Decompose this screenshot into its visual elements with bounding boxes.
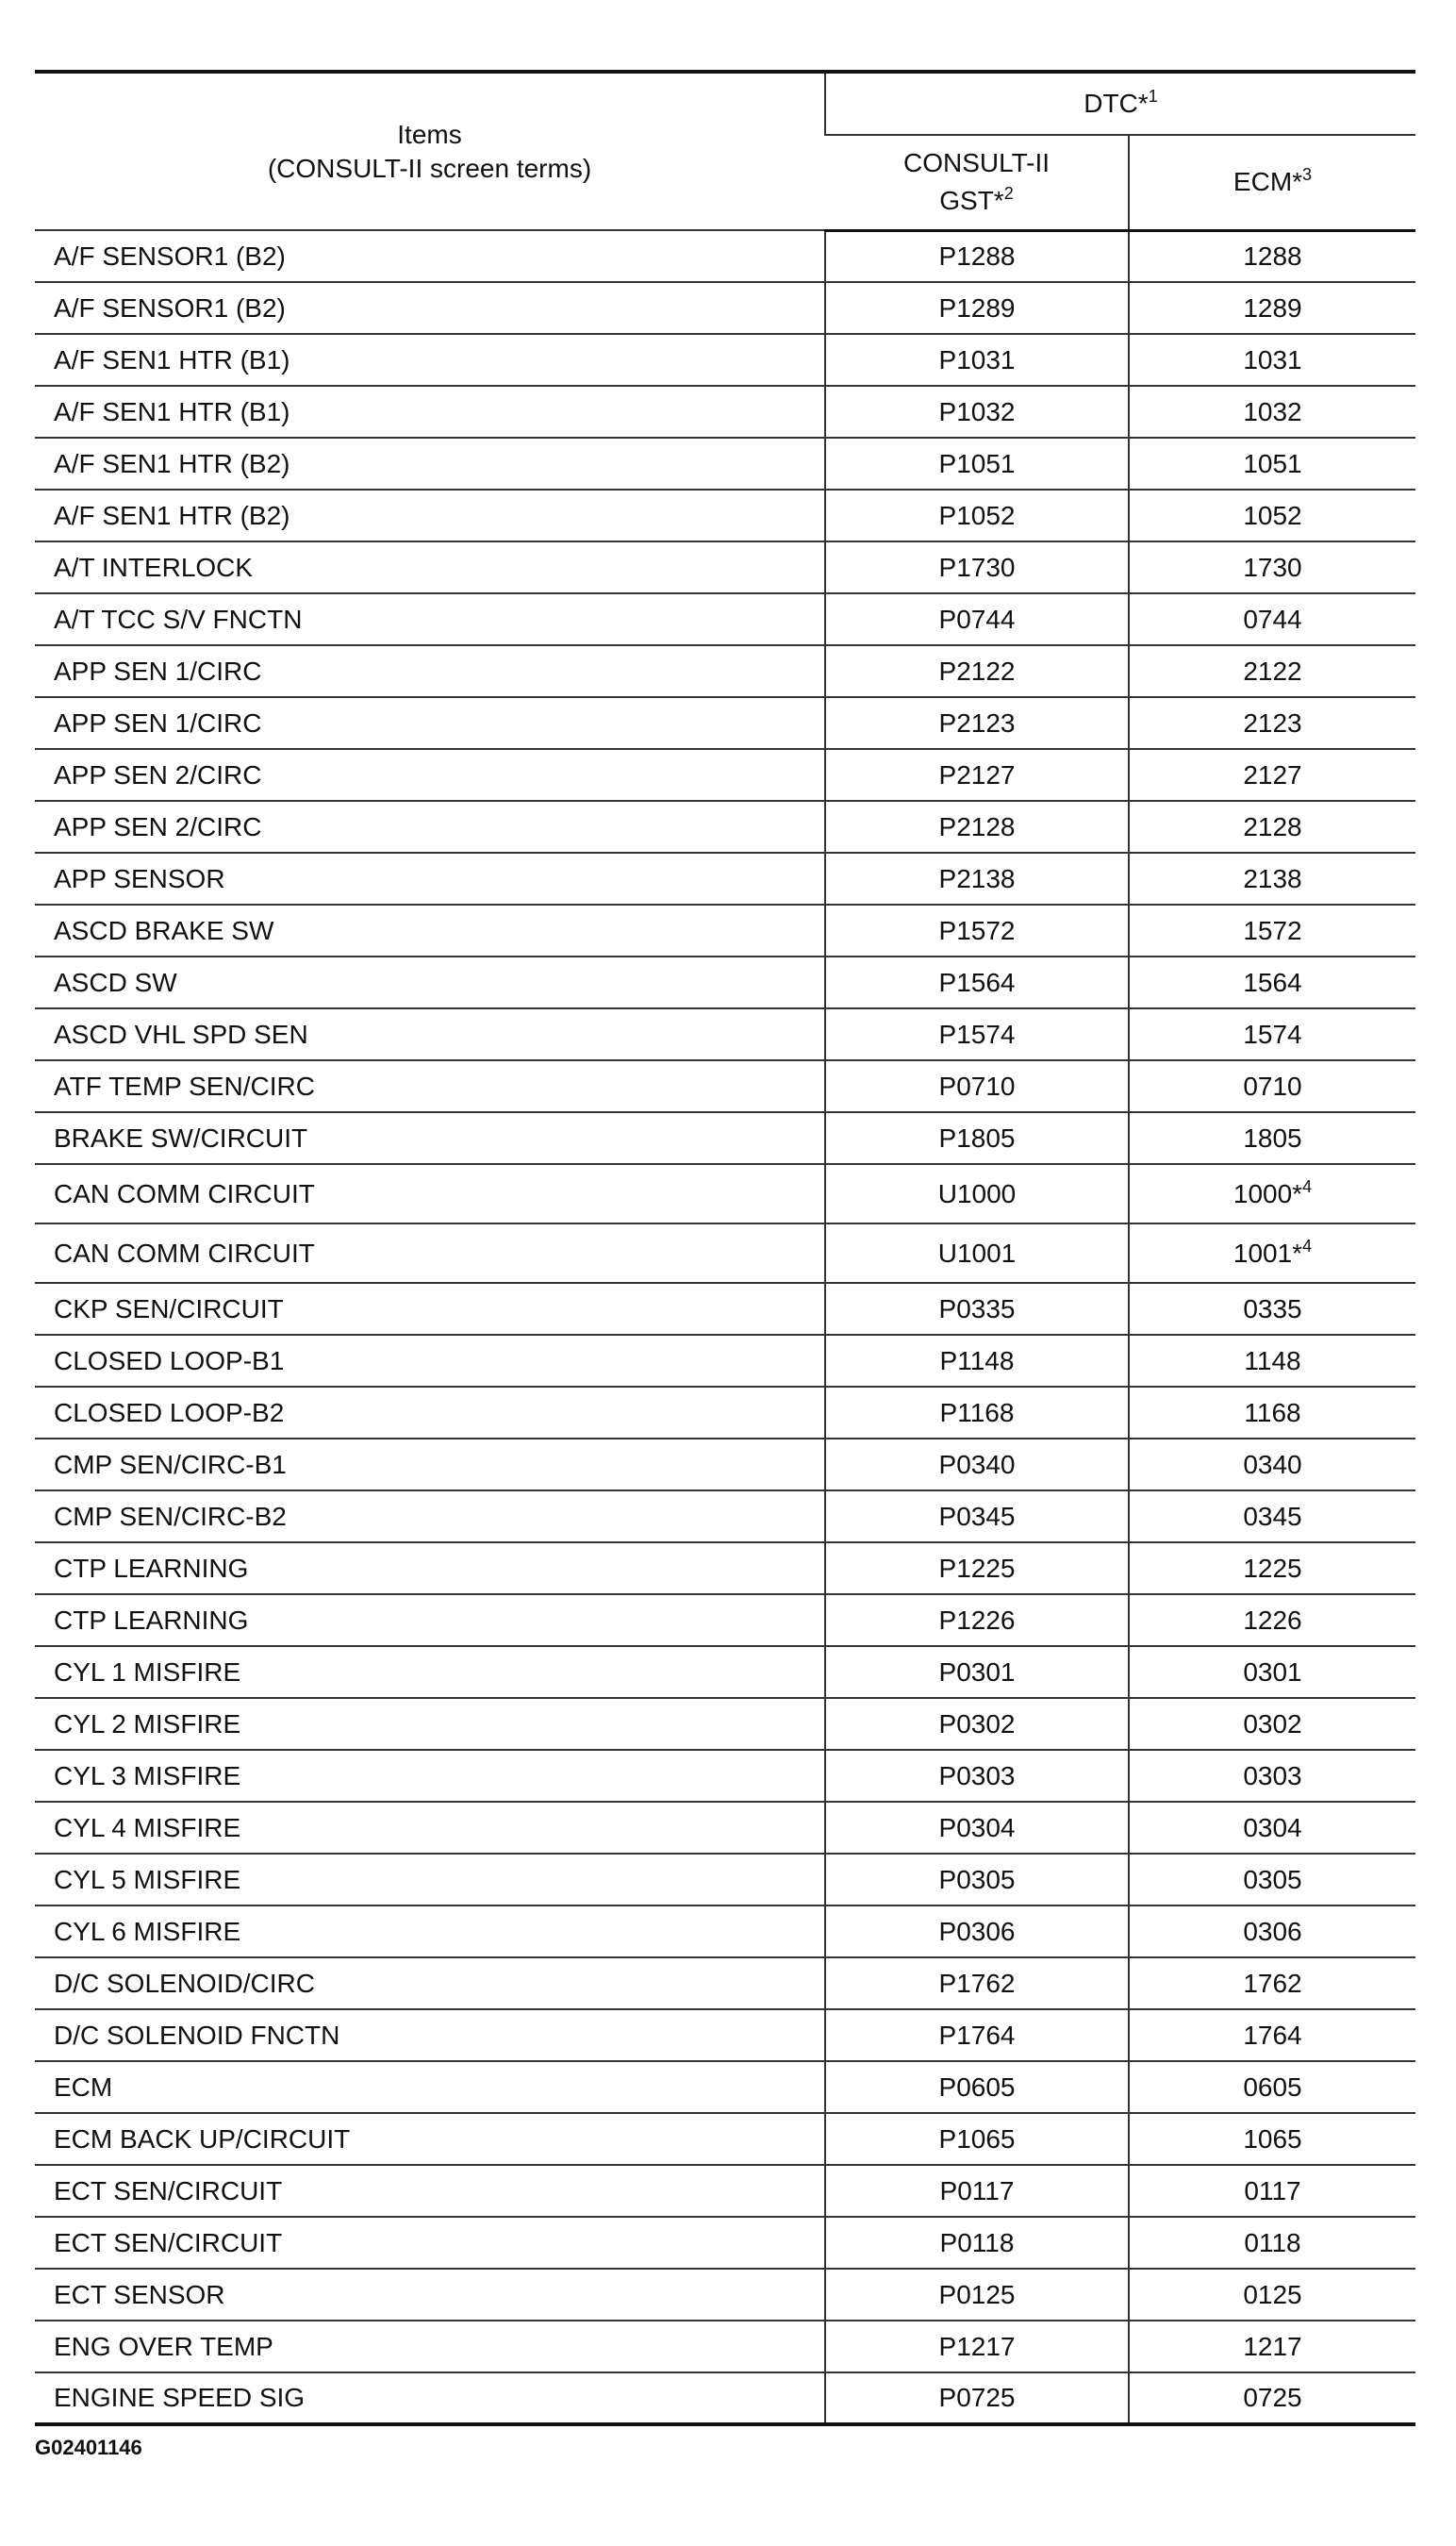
consult-code-cell: U1001 <box>825 1223 1129 1283</box>
ecm-code: 0302 <box>1243 1708 1302 1739</box>
table-row <box>35 1283 1415 1335</box>
ecm-code: 1148 <box>1244 1345 1301 1375</box>
table-row <box>35 957 1415 1008</box>
ecm-code: 1001* <box>1233 1238 1303 1268</box>
ecm-code: 1805 <box>1243 1123 1302 1153</box>
ecm-code: 0605 <box>1243 2072 1302 2102</box>
table-header <box>35 72 1415 230</box>
ecm-code: 1289 <box>1243 292 1302 323</box>
ecm-code-cell <box>1129 1490 1415 1542</box>
ecm-code: 2127 <box>1243 759 1302 790</box>
consult-code-cell: P1730 <box>825 541 1129 593</box>
item-cell: BRAKE SW/CIRCUIT <box>35 1112 825 1164</box>
item-cell: CYL 4 MISFIRE <box>35 1802 825 1854</box>
dtc-table <box>35 70 1415 2426</box>
consult-code-cell: P2123 <box>825 697 1129 749</box>
ecm-code-cell <box>1129 438 1415 490</box>
item-cell: ECT SEN/CIRCUIT <box>35 2217 825 2269</box>
item-cell: A/F SEN1 HTR (B2) <box>35 438 825 490</box>
ecm-code-cell <box>1129 1594 1415 1646</box>
table-row <box>35 1594 1415 1646</box>
consult-code-cell: P1032 <box>825 386 1129 438</box>
item-cell: APP SEN 1/CIRC <box>35 697 825 749</box>
table-row <box>35 282 1415 334</box>
consult-header-line1: CONSULT-II <box>902 148 1051 178</box>
table-row <box>35 1802 1415 1854</box>
table-body <box>35 230 1415 2424</box>
ecm-code: 0725 <box>1243 2383 1302 2412</box>
consult-code-cell: P1225 <box>825 1542 1129 1594</box>
item-cell: CYL 2 MISFIRE <box>35 1698 825 1750</box>
items-column-header <box>35 72 825 230</box>
item-cell: APP SEN 2/CIRC <box>35 749 825 801</box>
ecm-code-cell <box>1129 1283 1415 1335</box>
table-row <box>35 853 1415 905</box>
ecm-code: 0118 <box>1244 2227 1301 2257</box>
ecm-header-label: ECM* <box>1233 167 1303 197</box>
consult-header-line2: GST* <box>939 186 1004 216</box>
item-cell: CMP SEN/CIRC-B2 <box>35 1490 825 1542</box>
ecm-code-cell <box>1129 1112 1415 1164</box>
ecm-code-cell <box>1129 957 1415 1008</box>
consult-code-cell: P1217 <box>825 2321 1129 2372</box>
ecm-code-cell <box>1129 2165 1415 2217</box>
ecm-code: 1730 <box>1243 552 1302 582</box>
item-cell: ECM BACK UP/CIRCUIT <box>35 2113 825 2165</box>
item-cell: ATF TEMP SEN/CIRC <box>35 1060 825 1112</box>
table-row <box>35 1439 1415 1490</box>
item-cell: CLOSED LOOP-B1 <box>35 1335 825 1387</box>
dtc-header-label: DTC* <box>1084 89 1149 119</box>
item-cell: A/F SEN1 HTR (B2) <box>35 490 825 541</box>
ecm-code: 1032 <box>1243 396 1302 426</box>
ecm-code: 1031 <box>1243 344 1302 374</box>
table-row <box>35 593 1415 645</box>
ecm-code: 1574 <box>1243 1019 1302 1049</box>
item-cell: A/F SEN1 HTR (B1) <box>35 334 825 386</box>
ecm-code: 1572 <box>1243 915 1302 945</box>
ecm-code: 1288 <box>1243 241 1302 271</box>
consult-code-cell: P1168 <box>825 1387 1129 1439</box>
table-row <box>35 2165 1415 2217</box>
item-cell: D/C SOLENOID/CIRC <box>35 1957 825 2009</box>
table-row <box>35 1542 1415 1594</box>
ecm-code-cell <box>1129 697 1415 749</box>
ecm-code-cell <box>1129 490 1415 541</box>
item-cell: ENGINE SPEED SIG <box>35 2372 825 2424</box>
consult-footnote-ref: 2 <box>1003 184 1014 204</box>
dtc-footnote-ref: 1 <box>1148 87 1158 107</box>
ecm-code: 0744 <box>1243 604 1302 634</box>
ecm-code-cell <box>1129 1439 1415 1490</box>
item-cell: CYL 1 MISFIRE <box>35 1646 825 1698</box>
consult-code-cell: U1000 <box>825 1164 1129 1223</box>
ecm-code: 1052 <box>1243 500 1302 530</box>
ecm-code: 0125 <box>1243 2279 1302 2309</box>
table-row <box>35 749 1415 801</box>
ecm-code: 0335 <box>1243 1293 1302 1323</box>
ecm-code-cell <box>1129 593 1415 645</box>
ecm-code-cell <box>1129 1060 1415 1112</box>
ecm-code-cell <box>1129 2009 1415 2061</box>
table-row <box>35 905 1415 957</box>
item-cell: ASCD VHL SPD SEN <box>35 1008 825 1060</box>
item-cell: A/T INTERLOCK <box>35 541 825 593</box>
ecm-code-cell <box>1129 541 1415 593</box>
consult-code-cell: P0305 <box>825 1854 1129 1905</box>
table-row <box>35 801 1415 853</box>
item-cell: ENG OVER TEMP <box>35 2321 825 2372</box>
ecm-code-cell <box>1129 801 1415 853</box>
ecm-code: 1051 <box>1243 448 1302 478</box>
table-row <box>35 438 1415 490</box>
table-row <box>35 1335 1415 1387</box>
ecm-code: 0301 <box>1243 1656 1302 1687</box>
consult-code-cell: P1289 <box>825 282 1129 334</box>
figure-id: G02401146 <box>35 2436 142 2459</box>
ecm-code-cell <box>1129 2321 1415 2372</box>
ecm-code-cell <box>1129 1905 1415 1957</box>
ecm-code-cell <box>1129 749 1415 801</box>
consult-code-cell: P0605 <box>825 2061 1129 2113</box>
ecm-code-cell <box>1129 1957 1415 2009</box>
ecm-code-cell <box>1129 1335 1415 1387</box>
table-row <box>35 1750 1415 1802</box>
ecm-code: 2138 <box>1243 863 1302 893</box>
consult-code-cell: P1148 <box>825 1335 1129 1387</box>
ecm-code: 2122 <box>1243 656 1302 686</box>
consult-code-cell: P0725 <box>825 2372 1129 2424</box>
ecm-footnote-ref: 3 <box>1302 165 1313 185</box>
ecm-code: 0340 <box>1243 1449 1302 1479</box>
consult-code-cell: P0744 <box>825 593 1129 645</box>
ecm-code-cell <box>1129 1223 1415 1283</box>
consult-code-cell: P2127 <box>825 749 1129 801</box>
table-row <box>35 1854 1415 1905</box>
table-row <box>35 1490 1415 1542</box>
table-row <box>35 541 1415 593</box>
consult-code-cell: P0306 <box>825 1905 1129 1957</box>
ecm-code-cell <box>1129 1802 1415 1854</box>
consult-code-cell: P1288 <box>825 230 1129 282</box>
item-cell: ECT SENSOR <box>35 2269 825 2321</box>
item-cell: CLOSED LOOP-B2 <box>35 1387 825 1439</box>
table-row <box>35 697 1415 749</box>
item-cell: CYL 3 MISFIRE <box>35 1750 825 1802</box>
table-row <box>35 1387 1415 1439</box>
ecm-code: 1762 <box>1243 1968 1302 1998</box>
ecm-code-footnote-ref: 4 <box>1302 1176 1313 1196</box>
consult-code-cell: P0125 <box>825 2269 1129 2321</box>
item-cell: A/F SEN1 HTR (B1) <box>35 386 825 438</box>
dtc-document <box>35 70 1415 2426</box>
consult-code-cell: P0303 <box>825 1750 1129 1802</box>
consult-code-cell: P1051 <box>825 438 1129 490</box>
ecm-code: 2123 <box>1243 707 1302 738</box>
consult-code-cell: P1574 <box>825 1008 1129 1060</box>
ecm-code-cell <box>1129 230 1415 282</box>
table-row <box>35 645 1415 697</box>
ecm-code: 0304 <box>1243 1812 1302 1842</box>
ecm-column-header <box>1129 135 1415 230</box>
item-cell: CTP LEARNING <box>35 1594 825 1646</box>
consult-code-cell: P1564 <box>825 957 1129 1008</box>
ecm-code: 1226 <box>1243 1605 1302 1635</box>
consult-code-cell: P0335 <box>825 1283 1129 1335</box>
ecm-code-footnote-ref: 4 <box>1302 1236 1313 1256</box>
consult-code-cell: P0340 <box>825 1439 1129 1490</box>
table-row <box>35 1112 1415 1164</box>
item-cell: CKP SEN/CIRCUIT <box>35 1283 825 1335</box>
item-cell: ASCD SW <box>35 957 825 1008</box>
item-cell: A/T TCC S/V FNCTN <box>35 593 825 645</box>
ecm-code: 1168 <box>1244 1397 1301 1427</box>
ecm-code-cell <box>1129 2113 1415 2165</box>
consult-code-cell: P2122 <box>825 645 1129 697</box>
ecm-code-cell <box>1129 645 1415 697</box>
consult-code-cell: P1065 <box>825 2113 1129 2165</box>
consult-code-cell: P0117 <box>825 2165 1129 2217</box>
ecm-code-cell <box>1129 334 1415 386</box>
consult-column-header <box>825 135 1129 230</box>
item-cell: APP SEN 1/CIRC <box>35 645 825 697</box>
table-row <box>35 2009 1415 2061</box>
table-row <box>35 230 1415 282</box>
table-row <box>35 1698 1415 1750</box>
table-row <box>35 2372 1415 2424</box>
item-cell: CYL 5 MISFIRE <box>35 1854 825 1905</box>
ecm-code-cell <box>1129 2217 1415 2269</box>
ecm-code: 1217 <box>1243 2331 1302 2361</box>
item-cell: ECT SEN/CIRCUIT <box>35 2165 825 2217</box>
items-header-line1: Items <box>397 119 462 149</box>
ecm-code: 0345 <box>1243 1501 1302 1531</box>
consult-code-cell: P1762 <box>825 1957 1129 2009</box>
ecm-code-cell <box>1129 1164 1415 1223</box>
consult-code-cell: P2138 <box>825 853 1129 905</box>
table-row <box>35 1060 1415 1112</box>
table-row <box>35 1223 1415 1283</box>
item-cell: APP SENSOR <box>35 853 825 905</box>
item-cell: A/F SENSOR1 (B2) <box>35 282 825 334</box>
item-cell: CAN COMM CIRCUIT <box>35 1223 825 1283</box>
ecm-code: 1764 <box>1243 2020 1302 2050</box>
ecm-code: 1000* <box>1233 1178 1303 1208</box>
table-row <box>35 1646 1415 1698</box>
ecm-code-cell <box>1129 386 1415 438</box>
ecm-code: 2128 <box>1243 811 1302 841</box>
ecm-code-cell <box>1129 1646 1415 1698</box>
ecm-code: 1564 <box>1243 967 1302 997</box>
item-cell: CTP LEARNING <box>35 1542 825 1594</box>
table-row <box>35 1957 1415 2009</box>
ecm-code-cell <box>1129 1750 1415 1802</box>
ecm-code-cell <box>1129 853 1415 905</box>
ecm-code: 1225 <box>1243 1553 1302 1583</box>
table-row <box>35 2061 1415 2113</box>
items-header-line2: (CONSULT-II screen terms) <box>267 153 592 183</box>
dtc-group-header <box>825 72 1415 135</box>
ecm-code: 0305 <box>1243 1864 1302 1894</box>
ecm-code: 0303 <box>1243 1760 1302 1790</box>
table-row <box>35 1905 1415 1957</box>
item-cell: ECM <box>35 2061 825 2113</box>
table-row <box>35 2113 1415 2165</box>
ecm-code: 0710 <box>1243 1071 1302 1101</box>
ecm-code-cell <box>1129 2372 1415 2424</box>
table-row <box>35 334 1415 386</box>
table-row <box>35 1164 1415 1223</box>
ecm-code: 0306 <box>1243 1916 1302 1946</box>
ecm-code-cell <box>1129 1387 1415 1439</box>
consult-code-cell: P0301 <box>825 1646 1129 1698</box>
item-cell: A/F SENSOR1 (B2) <box>35 230 825 282</box>
ecm-code-cell <box>1129 1542 1415 1594</box>
table-row <box>35 1008 1415 1060</box>
ecm-code: 1065 <box>1243 2123 1302 2154</box>
item-cell: CYL 6 MISFIRE <box>35 1905 825 1957</box>
table-row <box>35 2269 1415 2321</box>
consult-code-cell: P0118 <box>825 2217 1129 2269</box>
consult-code-cell: P1031 <box>825 334 1129 386</box>
consult-code-cell: P1805 <box>825 1112 1129 1164</box>
ecm-code-cell <box>1129 2269 1415 2321</box>
ecm-code-cell <box>1129 1854 1415 1905</box>
ecm-code-cell <box>1129 1698 1415 1750</box>
table-row <box>35 2217 1415 2269</box>
consult-code-cell: P2128 <box>825 801 1129 853</box>
consult-code-cell: P1052 <box>825 490 1129 541</box>
consult-code-cell: P1572 <box>825 905 1129 957</box>
item-cell: ASCD BRAKE SW <box>35 905 825 957</box>
ecm-code-cell <box>1129 1008 1415 1060</box>
item-cell: APP SEN 2/CIRC <box>35 801 825 853</box>
item-cell: CMP SEN/CIRC-B1 <box>35 1439 825 1490</box>
consult-code-cell: P0710 <box>825 1060 1129 1112</box>
ecm-code: 0117 <box>1244 2175 1301 2205</box>
table-row <box>35 386 1415 438</box>
item-cell: D/C SOLENOID FNCTN <box>35 2009 825 2061</box>
table-row <box>35 2321 1415 2372</box>
consult-code-cell: P0304 <box>825 1802 1129 1854</box>
ecm-code-cell <box>1129 905 1415 957</box>
ecm-code-cell <box>1129 282 1415 334</box>
ecm-code-cell <box>1129 2061 1415 2113</box>
consult-code-cell: P1764 <box>825 2009 1129 2061</box>
table-row <box>35 490 1415 541</box>
consult-code-cell: P1226 <box>825 1594 1129 1646</box>
consult-code-cell: P0302 <box>825 1698 1129 1750</box>
item-cell: CAN COMM CIRCUIT <box>35 1164 825 1223</box>
consult-code-cell: P0345 <box>825 1490 1129 1542</box>
